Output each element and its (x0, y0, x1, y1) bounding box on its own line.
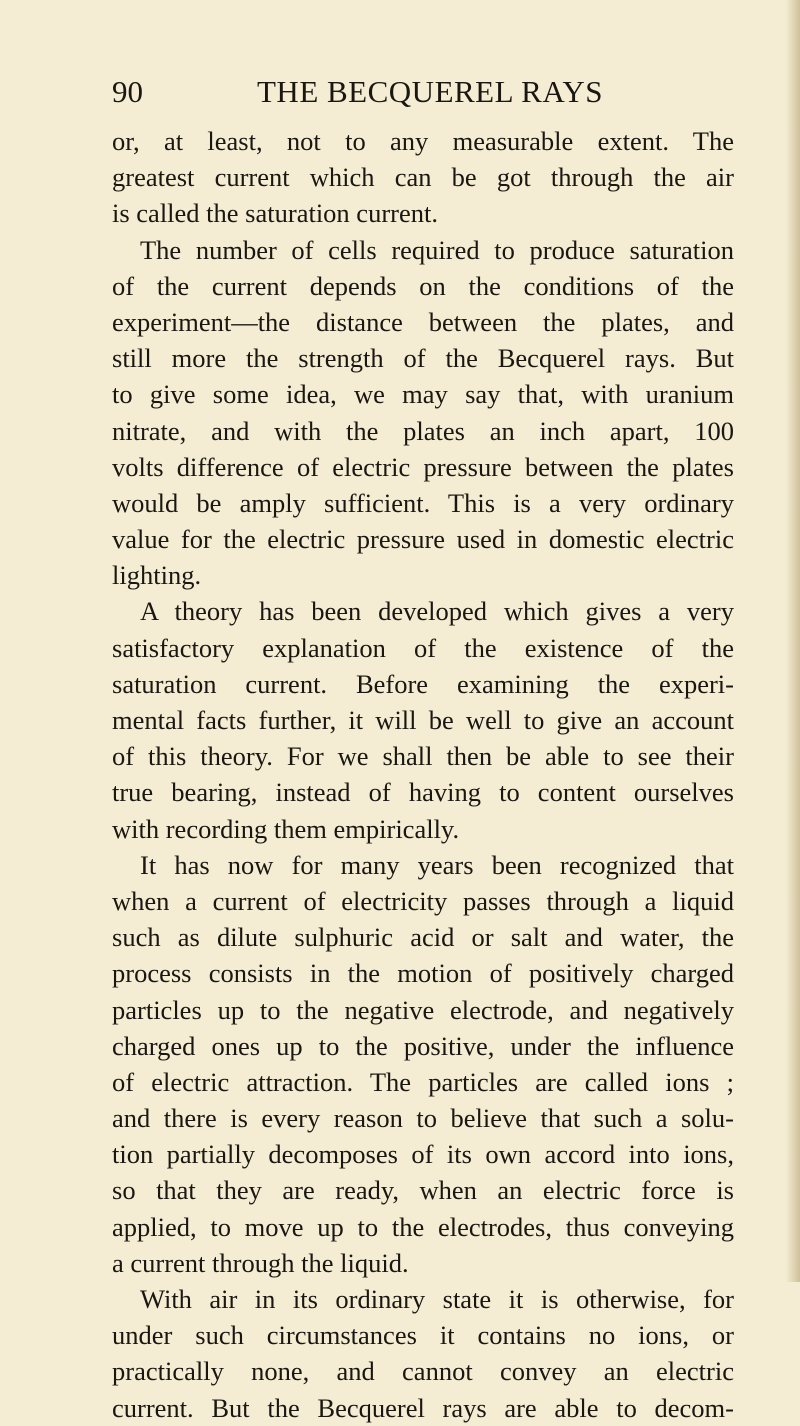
body-text (112, 123, 734, 1426)
text-line: greatest current which can be got through the air (112, 162, 734, 193)
text-line: of the current depends on the conditions of the (112, 270, 734, 301)
text-line: It has now for many years been recognized that (140, 849, 734, 880)
text-line: true bearing, instead of having to content ourselves (112, 777, 734, 808)
text-line: or, at least, not to any measurable extent. The (112, 126, 734, 156)
text-line: and there is every reason to believe that such a solu- (112, 1103, 734, 1134)
text-line: still more the strength of the Becquerel rays. But (112, 343, 734, 374)
text-line: mental facts further, it will be well to give an account (112, 705, 734, 735)
text-line: current. But the Becquerel rays are able to decom- (112, 1392, 734, 1423)
text-line: practically none, and cannot convey an electric (112, 1356, 734, 1387)
running-title: THE BECQUEREL RAYS (257, 74, 604, 109)
text-line: a current through the liquid. (112, 1247, 409, 1278)
text-line: to give some idea, we may say that, with uranium (112, 379, 734, 410)
running-header (112, 72, 734, 112)
text-line: volts difference of electric pressure between the plates (112, 451, 734, 482)
text-line: The number of cells required to produce saturation (140, 234, 734, 265)
text-line: is called the saturation current. (112, 198, 438, 229)
text-line: would be amply sufficient. This is a very ordinary (112, 487, 734, 518)
text-line: nitrate, and with the plates an inch apart, 100 (112, 415, 734, 446)
text-line: when a current of electricity passes through a liquid (112, 885, 734, 916)
text-line: experiment—the distance between the plates, and (112, 306, 734, 337)
text-line: so that they are ready, when an electric force is (112, 1175, 734, 1206)
text-line: charged ones up to the positive, under the influence (112, 1030, 734, 1061)
page-number: 90 (112, 74, 143, 109)
page-edge-shadow (786, 0, 800, 1282)
text-line: A theory has been developed which gives a very (140, 596, 734, 627)
text-line: satisfactory explanation of the existence of the (112, 632, 734, 663)
text-line: of electric attraction. The particles are called ions ; (112, 1066, 734, 1097)
text-line: process consists in the motion of positively charged (112, 958, 734, 989)
text-line: value for the electric pressure used in domestic electric (112, 524, 734, 555)
text-line: tion partially decomposes of its own accord into ions, (112, 1139, 734, 1170)
text-line: applied, to move up to the electrodes, thus conveying (112, 1211, 734, 1242)
text-line: with recording them empirically. (112, 813, 460, 844)
text-line: lighting. (112, 560, 202, 591)
text-line: particles up to the negative electrode, and negatively (112, 994, 734, 1025)
text-line: such as dilute sulphuric acid or salt and water, the (112, 922, 734, 953)
text-line: of this theory. For we shall then be able to see their (112, 741, 734, 772)
text-line: under such circumstances it contains no ions, or (112, 1320, 734, 1351)
text-line: With air in its ordinary state it is otherwise, for (140, 1284, 734, 1314)
text-line: saturation current. Before examining the experi- (112, 668, 734, 699)
